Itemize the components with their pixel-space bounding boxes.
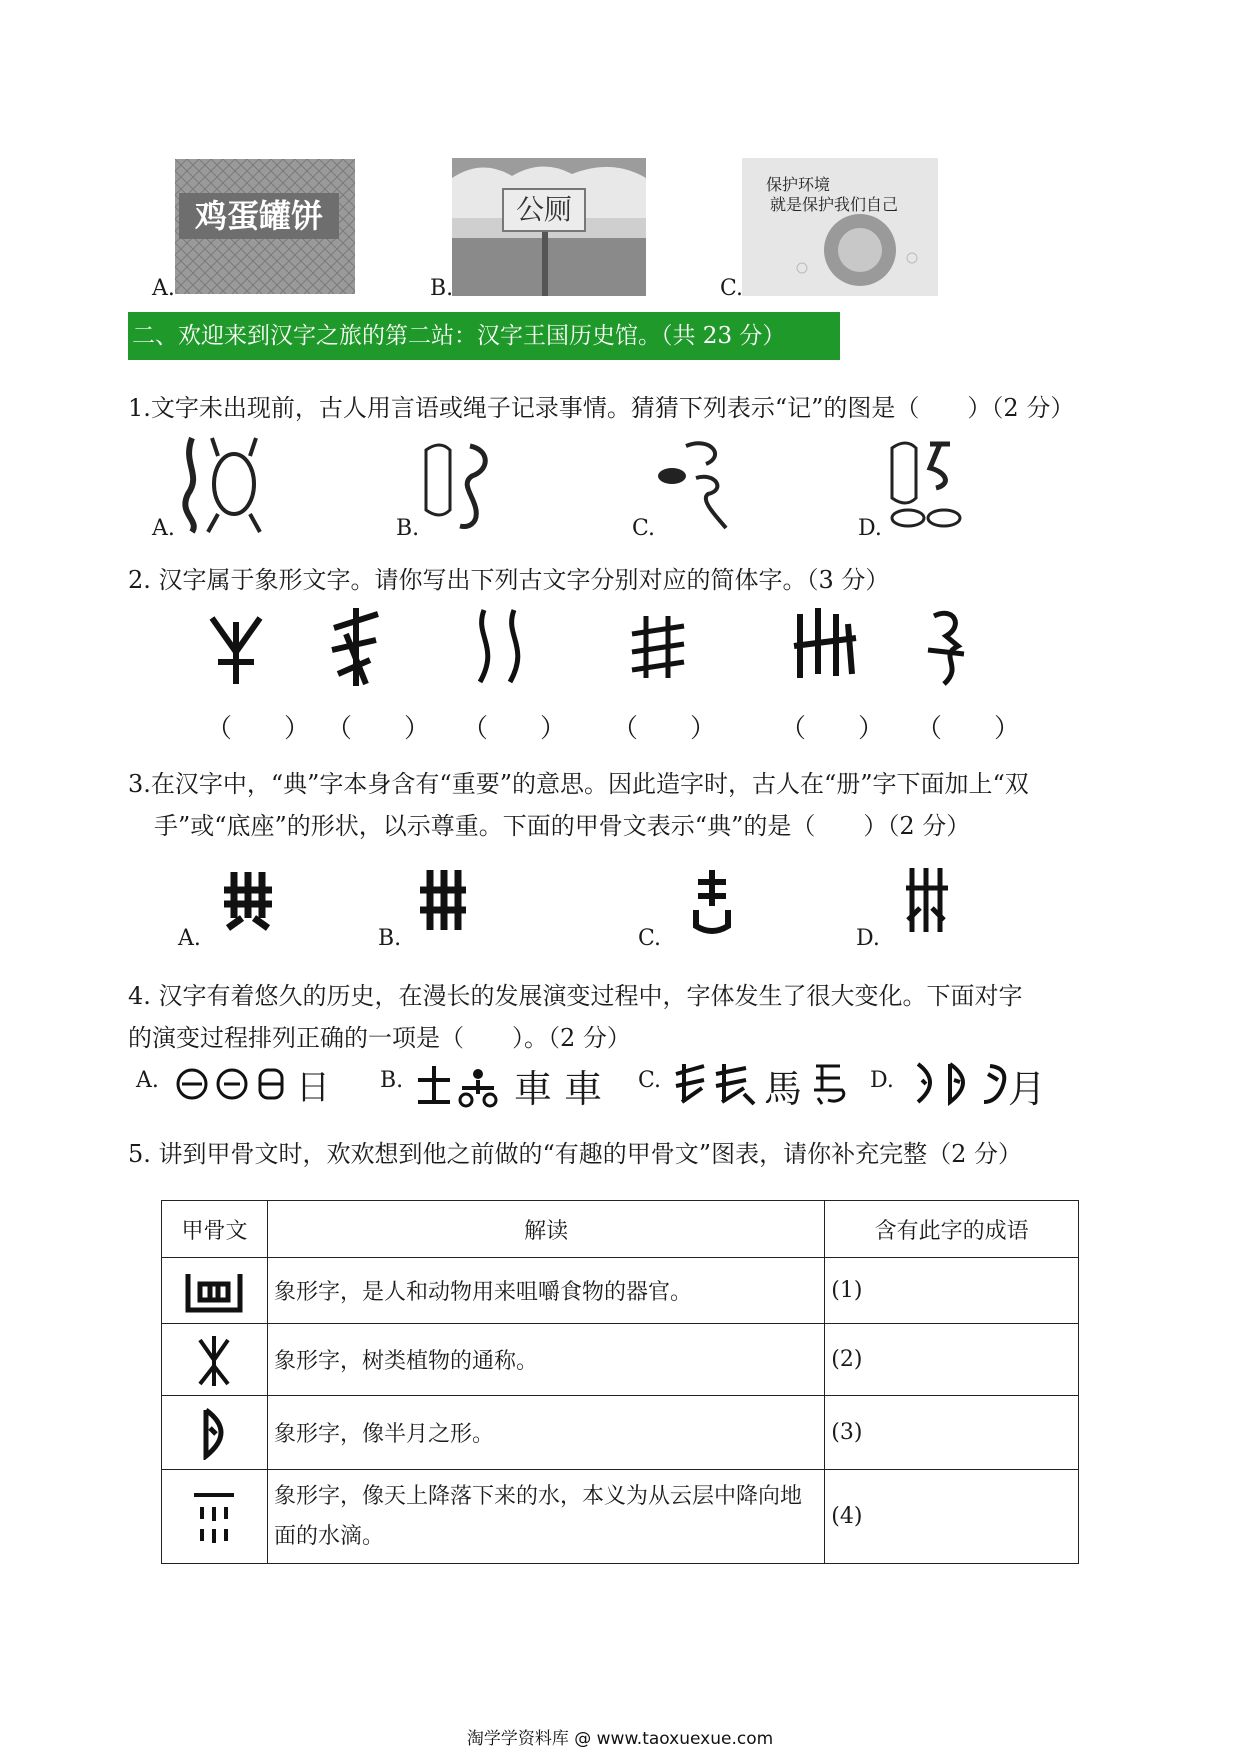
table-row-2-desc: 象形字，树类植物的通称。	[267, 1324, 824, 1396]
ancient-char-1-icon	[206, 612, 266, 686]
oracle-table	[161, 1200, 1079, 1564]
table-row-1-desc: 象形字，是人和动物用来咀嚼食物的器官。	[267, 1258, 824, 1324]
photo-a-letter: A.	[152, 276, 175, 301]
q4-option-b-chars: 車 車	[514, 1067, 603, 1111]
q2-blank-1[interactable]: （ ）	[206, 714, 311, 744]
q2-blank-5[interactable]: （ ）	[780, 714, 885, 744]
q1-option-b: B.	[396, 516, 420, 541]
dian-glyph-a-icon	[222, 868, 274, 932]
table-row-1-blank[interactable]: (1)	[825, 1258, 1079, 1324]
horse-evolution-icon	[674, 1058, 764, 1108]
ancient-char-4-icon	[628, 612, 688, 680]
rope-frog-icon	[178, 434, 268, 534]
table-header-meaning: 解读	[267, 1201, 824, 1258]
q4-option-d-chars: 月	[1008, 1067, 1047, 1111]
cart-evolution-icon	[414, 1060, 510, 1108]
question-4-line-2: 的演变过程排列正确的一项是（ ）。（2 分）	[128, 1024, 631, 1052]
moon-glyph-icon	[162, 1396, 268, 1470]
q3-option-a: A.	[178, 926, 201, 951]
photo-a	[175, 159, 355, 294]
q2-blank-2[interactable]: （ ）	[326, 714, 431, 744]
dian-glyph-b-icon	[418, 866, 468, 934]
photo-c-letter: C.	[720, 276, 744, 301]
question-1: 1.文字未出现前，古人用言语或绳子记录事情。猜猜下列表示“记”的图是（ ）（2 分）	[128, 394, 1075, 422]
question-4-line-1: 4. 汉字有着悠久的历史，在漫长的发展演变过程中，字体发生了很大变化。下面对字	[128, 982, 1023, 1010]
dian-glyph-d-icon	[904, 864, 950, 936]
ancient-char-3-icon	[470, 606, 530, 686]
table-row-4-blank[interactable]: (4)	[825, 1470, 1079, 1564]
moon-evolution-icon	[906, 1058, 1016, 1108]
photo-b	[452, 158, 646, 296]
table-row	[162, 1324, 1079, 1396]
q4-option-c-chars: 馬	[764, 1067, 803, 1111]
q4-option-d-letter: D.	[870, 1068, 894, 1093]
photo-c-slogan-1: 保护环境	[766, 175, 831, 194]
mouth-glyph-icon	[162, 1258, 268, 1324]
table-header-idiom: 含有此字的成语	[825, 1201, 1079, 1258]
q3-option-c: C.	[638, 926, 662, 951]
sun-evolution-icon	[174, 1064, 294, 1104]
photo-b-letter: B.	[430, 276, 454, 301]
photo-c	[742, 158, 938, 296]
tree-glyph-icon	[162, 1324, 268, 1396]
question-2: 2. 汉字属于象形文字。请你写出下列古文字分别对应的简体字。（3 分）	[128, 566, 890, 594]
dian-glyph-c-icon	[692, 866, 732, 936]
mouth-speech-icon	[656, 436, 736, 532]
photo-b-sign: 公厕	[502, 188, 586, 232]
question-3-line-2: 手”或“底座”的形状，以示尊重。下面的甲骨文表示“典”的是（ ）（2 分）	[154, 812, 971, 840]
table-header-glyph: 甲骨文	[162, 1201, 268, 1258]
table-row-2-blank[interactable]: (2)	[825, 1324, 1079, 1396]
q1-option-c: C.	[632, 516, 656, 541]
table-row	[162, 1396, 1079, 1470]
table-row-3-blank[interactable]: (3)	[825, 1396, 1079, 1470]
table-header-row	[162, 1201, 1079, 1258]
q1-option-d: D.	[858, 516, 882, 541]
q3-option-d: D.	[856, 926, 880, 951]
section-title: 二、欢迎来到汉字之旅的第二站：汉字王国历史馆。（共 23 分）	[128, 312, 840, 360]
table-row-3-desc: 象形字，像半月之形。	[267, 1396, 824, 1470]
q4-option-b-letter: B.	[380, 1068, 404, 1093]
horse-cursive-icon	[808, 1060, 848, 1106]
ancient-char-5-icon	[792, 604, 858, 680]
q2-blank-4[interactable]: （ ）	[612, 714, 717, 744]
q4-option-a-letter: A.	[136, 1068, 159, 1093]
question-3-line-1: 3.在汉字中，“典”字本身含有“重要”的意思。因此造字时，古人在“册”字下面加上“双	[128, 770, 1029, 798]
q4-option-c-letter: C.	[638, 1068, 662, 1093]
table-row-4-desc: 象形字，像天上降落下来的水，本义为从云层中降向地面的水滴。	[267, 1470, 824, 1564]
q2-blank-3[interactable]: （ ）	[462, 714, 567, 744]
q2-blank-6[interactable]: （ ）	[916, 714, 1021, 744]
table-row	[162, 1470, 1079, 1564]
rain-glyph-icon	[162, 1470, 268, 1564]
q3-option-b: B.	[378, 926, 402, 951]
q1-option-a: A.	[152, 516, 175, 541]
footer-watermark: 淘学学资料库 @ www.taoxuexue.com	[466, 1729, 774, 1749]
photo-a-sign: 鸡蛋罐饼	[179, 193, 339, 239]
photo-c-slogan-2: 就是保护我们自己	[770, 195, 899, 214]
question-5: 5. 讲到甲骨文时，欢欢想到他之前做的“有趣的甲骨文”图表，请你补充完整（2 分）	[128, 1140, 1022, 1168]
ancient-char-2-icon	[326, 604, 382, 688]
q4-option-a-chars: 日	[296, 1068, 330, 1108]
face-lips-icon	[886, 438, 966, 530]
mouth-rope-icon	[420, 440, 500, 532]
table-row	[162, 1258, 1079, 1324]
ancient-char-6-icon	[924, 606, 968, 686]
